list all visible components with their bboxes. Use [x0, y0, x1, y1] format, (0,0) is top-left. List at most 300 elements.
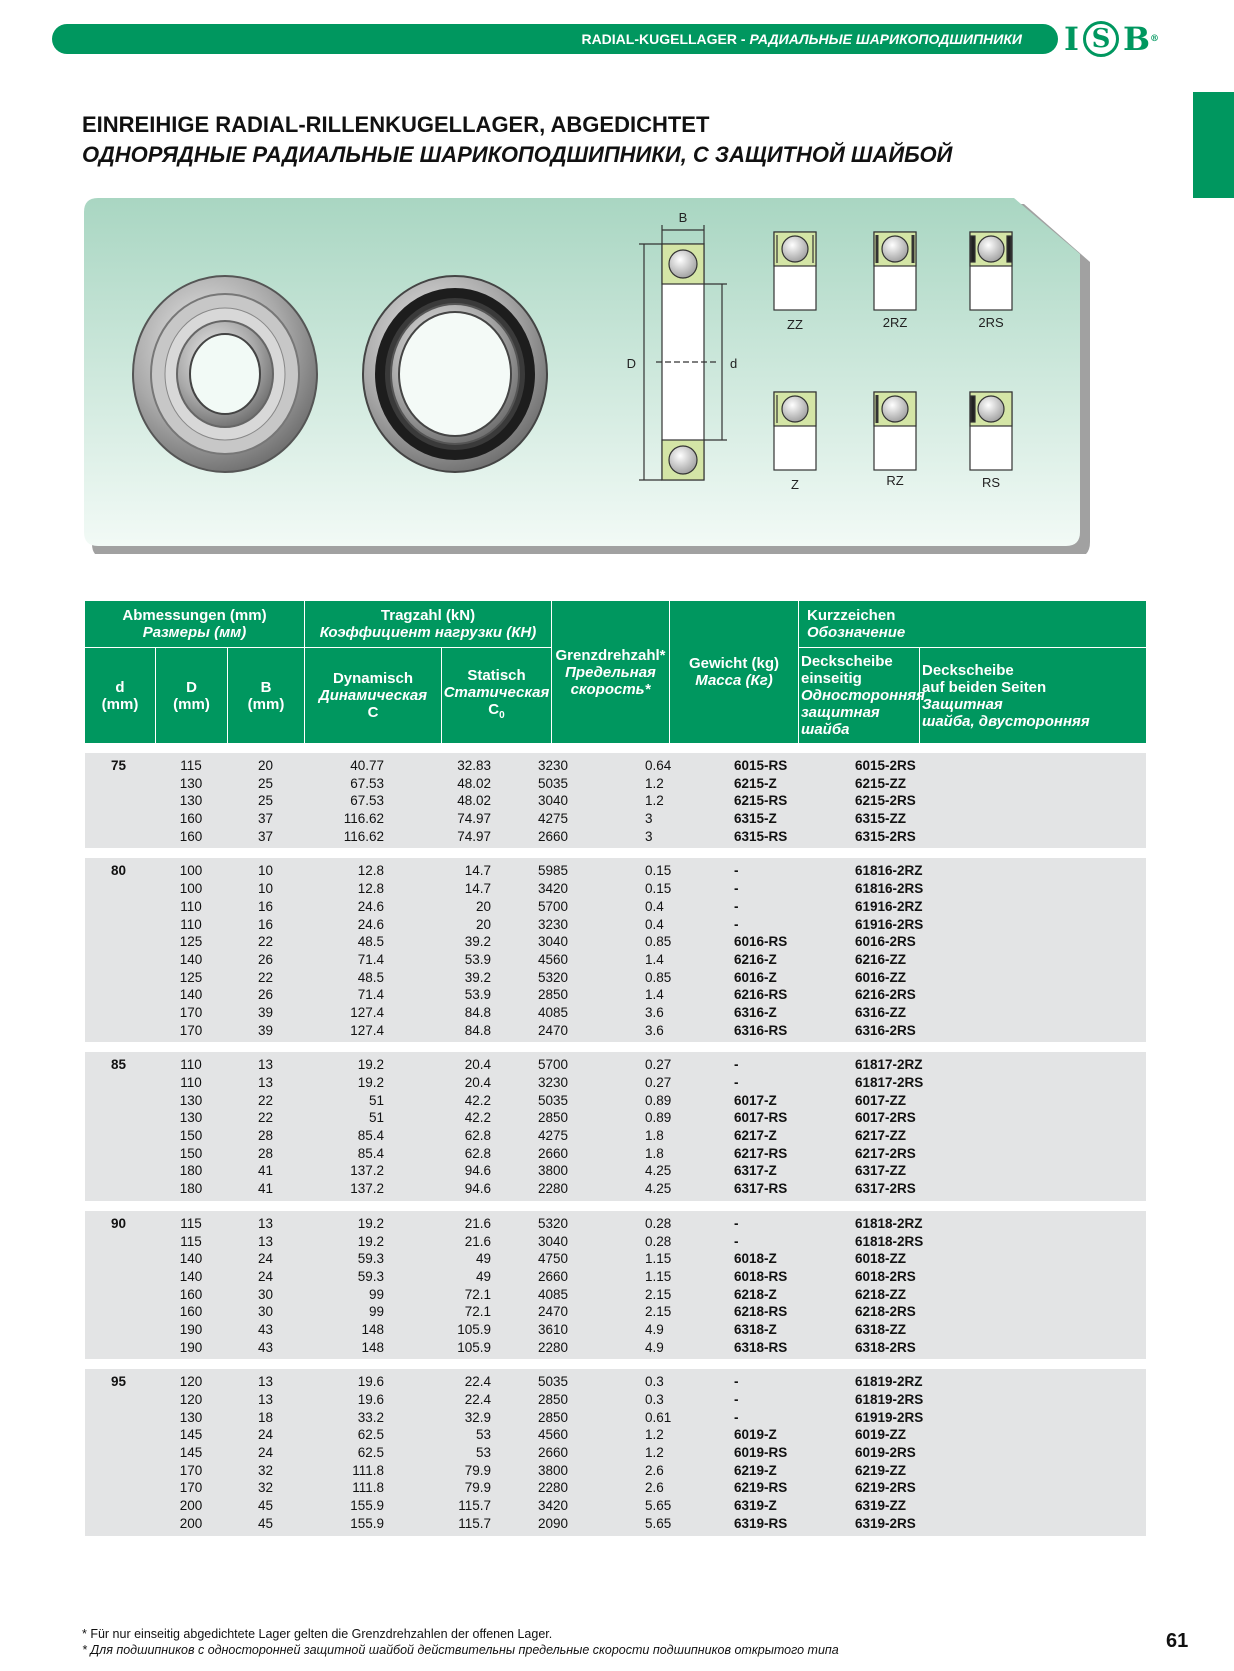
cell-outer-diameter: 130 [179, 1110, 203, 1126]
header-dimensions [85, 601, 304, 647]
header-both-sides-de-2: auf beiden Seiten [922, 678, 1047, 696]
cell-static-load: 94.6 [464, 1181, 491, 1197]
header-weight [670, 601, 798, 743]
cell-code-one-side: 6219-RS [734, 1480, 788, 1496]
cell-weight: 0.89 [645, 1092, 672, 1108]
cell-dynamic-load: 85.4 [357, 1128, 384, 1144]
cell-static-load: 48.02 [457, 775, 491, 791]
cell-width: 13 [257, 1057, 274, 1073]
cell-static-load: 20 [475, 898, 491, 914]
cell-dynamic-load: 19.6 [357, 1392, 384, 1407]
cell-outer-diameter: 170 [179, 1022, 203, 1038]
page-number: 61 [1166, 1630, 1189, 1652]
cell-weight: 5.65 [645, 1515, 672, 1531]
cell-dynamic-load: 137.2 [350, 1163, 384, 1179]
cell-code-one-side: 6315-Z [734, 811, 777, 827]
cell-bore [85, 951, 155, 969]
cell-outer-diameter: 190 [179, 1339, 203, 1355]
table-row [85, 1373, 1146, 1391]
cell-code-one-side: - [734, 1057, 739, 1073]
cell-static-load: 53 [475, 1427, 491, 1443]
cell-bore [85, 1286, 155, 1304]
cell-code-one-side: - [734, 898, 739, 914]
cell-bore [85, 1074, 155, 1092]
cell-dynamic-load: 40.77 [350, 758, 384, 773]
cell-speed-limit: 4085 [537, 1286, 569, 1302]
cell-code-one-side: - [734, 1233, 739, 1249]
type-label-2rs: 2RS [978, 315, 1004, 330]
cell-dynamic-load: 48.5 [357, 934, 384, 950]
cell-code-one-side: 6215-RS [734, 793, 788, 809]
header-code-de: Kurzzeichen [807, 607, 896, 624]
bore-group [85, 1052, 1146, 1201]
cell-bore [85, 1497, 155, 1515]
cell-dynamic-load: 51 [368, 1092, 384, 1108]
cell-static-load: 79.9 [464, 1462, 491, 1478]
header-static [442, 648, 551, 743]
cell-code-both-sides: 6216-2RS [855, 987, 916, 1003]
table-row [85, 1479, 1146, 1497]
table-row [85, 1056, 1146, 1074]
cell-width: 22 [257, 1092, 274, 1108]
cell-static-load: 22.4 [464, 1392, 491, 1407]
cell-code-one-side: - [734, 1374, 739, 1390]
cell-dynamic-load: 67.53 [350, 793, 384, 809]
header-both-sides [920, 648, 1146, 743]
cell-speed-limit: 2850 [537, 987, 569, 1003]
cell-outer-diameter: 100 [179, 863, 203, 879]
cell-dynamic-load: 19.2 [357, 1075, 384, 1090]
cell-static-load: 42.2 [464, 1110, 491, 1126]
cell-speed-limit: 4275 [537, 811, 569, 827]
cell-code-one-side: 6016-RS [734, 934, 788, 950]
cell-dynamic-load: 19.2 [357, 1057, 384, 1073]
header-d [85, 648, 155, 743]
cell-code-one-side: - [734, 863, 739, 879]
cell-width: 43 [257, 1321, 274, 1337]
cell-bore [85, 1145, 155, 1163]
cell-width: 24 [257, 1427, 274, 1443]
cell-weight: 1.2 [645, 775, 664, 791]
table-row [85, 792, 1146, 810]
cell-width: 24 [257, 1251, 274, 1267]
logo-letter-b: B [1122, 20, 1151, 58]
cell-static-load: 84.8 [464, 1004, 491, 1020]
cell-outer-diameter: 145 [179, 1445, 203, 1461]
cell-code-both-sides: 6315-ZZ [855, 811, 907, 827]
header-speed-ru-2: скорость* [570, 680, 651, 698]
cell-static-load: 20.4 [464, 1057, 491, 1073]
cell-speed-limit: 5700 [537, 1057, 569, 1073]
cell-width: 20 [257, 758, 274, 773]
cell-dynamic-load: 111.8 [352, 1462, 384, 1478]
cell-speed-limit: 4560 [537, 951, 569, 967]
cell-code-both-sides: 6016-ZZ [855, 969, 907, 985]
cell-bore [85, 1339, 155, 1357]
cell-static-load: 53 [475, 1445, 491, 1461]
cell-speed-limit: 2850 [537, 1392, 569, 1407]
cell-dynamic-load: 59.3 [357, 1268, 384, 1284]
header-one-side-de-2: einseitig [801, 670, 862, 687]
bore-group [85, 858, 1146, 1042]
cell-static-load: 20 [475, 916, 491, 932]
cell-width: 41 [257, 1181, 274, 1197]
cell-outer-diameter: 160 [179, 1304, 203, 1320]
cell-width: 37 [257, 811, 274, 827]
cell-width: 37 [257, 828, 274, 844]
cell-dynamic-load: 33.2 [357, 1409, 384, 1425]
cell-speed-limit: 3610 [537, 1321, 569, 1337]
cell-code-both-sides: 6316-ZZ [855, 1004, 907, 1020]
cell-bore: 95 [111, 1374, 127, 1390]
cell-static-load: 39.2 [464, 934, 491, 950]
cell-static-load: 42.2 [464, 1092, 491, 1108]
type-label-z: Z [791, 477, 799, 492]
cell-dynamic-load: 148 [361, 1339, 384, 1355]
cell-weight: 1.2 [645, 793, 664, 809]
cell-bore [85, 775, 155, 793]
cell-width: 26 [257, 987, 274, 1003]
cell-bore [85, 1233, 155, 1251]
cell-code-one-side: 6319-RS [734, 1515, 788, 1531]
cell-width: 30 [257, 1304, 274, 1320]
cell-width: 45 [257, 1498, 274, 1514]
cell-speed-limit: 2850 [537, 1409, 569, 1425]
table-row [85, 1250, 1146, 1268]
cell-code-both-sides: 6219-ZZ [855, 1462, 907, 1478]
cell-code-both-sides: 61816-2RS [855, 881, 924, 897]
cell-speed-limit: 5320 [537, 1215, 569, 1231]
cell-weight: 3 [645, 828, 653, 844]
cell-outer-diameter: 140 [179, 1268, 203, 1284]
cell-width: 13 [257, 1374, 274, 1390]
sealed-bearing-photo [363, 276, 547, 472]
cell-dynamic-load: 116.62 [343, 811, 384, 827]
cell-code-both-sides: 61819-2RS [855, 1392, 924, 1407]
cell-code-both-sides: 6215-2RS [855, 793, 916, 809]
cell-code-one-side: 6216-RS [734, 987, 788, 1003]
header-one-side [799, 648, 925, 743]
cell-code-both-sides: 61916-2RZ [855, 898, 923, 914]
cell-weight: 1.4 [645, 951, 664, 967]
cell-outer-diameter: 190 [179, 1321, 203, 1337]
header-outer-d-symbol: D [186, 678, 197, 696]
cell-width: 22 [257, 934, 274, 950]
cell-bore [85, 1409, 155, 1427]
cell-static-load: 72.1 [464, 1286, 491, 1302]
header-weight-ru: Масса (Кг) [695, 672, 773, 689]
cell-code-both-sides: 6018-2RS [855, 1268, 916, 1284]
cell-code-one-side: - [734, 1215, 739, 1231]
table-row [85, 1321, 1146, 1339]
cell-code-both-sides: 6019-ZZ [855, 1427, 907, 1443]
cell-dynamic-load: 24.6 [357, 916, 384, 932]
cell-weight: 1.8 [645, 1128, 664, 1144]
cell-speed-limit: 2280 [537, 1339, 569, 1355]
header-width-symbol: B [260, 678, 272, 696]
header-one-side-de-1: Deckscheibe [801, 653, 893, 670]
cell-bore [85, 898, 155, 916]
cell-outer-diameter: 120 [179, 1374, 203, 1390]
cell-code-one-side: 6017-Z [734, 1092, 777, 1108]
cell-dynamic-load: 19.2 [357, 1215, 384, 1231]
banner-text-de: RADIAL-KUGELLAGER - [581, 31, 750, 47]
table-row [85, 880, 1146, 898]
cell-outer-diameter: 110 [180, 898, 202, 914]
cell-static-load: 115.7 [458, 1515, 491, 1531]
cell-static-load: 74.97 [457, 828, 491, 844]
cell-code-one-side: 6019-Z [734, 1427, 777, 1443]
cell-weight: 0.85 [645, 934, 672, 950]
cell-width: 18 [257, 1409, 274, 1425]
cell-code-both-sides: 6218-2RS [855, 1304, 916, 1320]
cell-static-load: 115.7 [458, 1498, 491, 1514]
header-d-symbol: d [115, 678, 125, 696]
footnote-de: * Für nur einseitig abgedichtete Lager gelten die Grenzdrehzahlen der offenen Lager. [82, 1627, 553, 1641]
cell-dynamic-load: 48.5 [357, 969, 384, 985]
cell-code-one-side: 6315-RS [734, 828, 788, 844]
cell-width: 25 [257, 775, 274, 791]
cell-weight: 0.27 [645, 1057, 672, 1073]
bore-group [85, 1211, 1146, 1360]
table-row [85, 775, 1146, 793]
cell-outer-diameter: 170 [179, 1004, 203, 1020]
cell-code-one-side: 6019-RS [734, 1445, 788, 1461]
dim-label-B: B [678, 210, 688, 225]
cell-code-both-sides: 61818-2RS [855, 1233, 924, 1249]
logo-letter-s: S [1083, 21, 1119, 57]
cell-static-load: 105.9 [457, 1321, 491, 1337]
cell-outer-diameter: 160 [179, 828, 203, 844]
cell-weight: 0.3 [645, 1374, 664, 1390]
table-row [85, 1303, 1146, 1321]
cell-static-load: 53.9 [464, 987, 491, 1003]
cell-bore [85, 828, 155, 846]
cell-code-both-sides: 6019-2RS [855, 1445, 916, 1461]
header-dimensions-ru: Размеры (мм) [142, 624, 247, 641]
cell-bore [85, 1162, 155, 1180]
cell-outer-diameter: 150 [179, 1145, 203, 1161]
cell-dynamic-load: 137.2 [350, 1181, 384, 1197]
chapter-side-tab [1193, 92, 1234, 198]
cell-speed-limit: 2660 [537, 1445, 569, 1461]
cell-speed-limit: 2660 [537, 1268, 569, 1284]
header-code-ru: Обозначение [807, 624, 906, 641]
table-row [85, 1004, 1146, 1022]
cell-width: 24 [257, 1268, 274, 1284]
cell-dynamic-load: 24.6 [357, 898, 384, 914]
cell-speed-limit: 3230 [537, 758, 569, 773]
cell-static-load: 20.4 [464, 1075, 491, 1090]
cell-speed-limit: 2470 [537, 1022, 569, 1038]
cell-outer-diameter: 115 [180, 1215, 202, 1231]
cell-code-one-side: 6316-Z [734, 1004, 777, 1020]
cell-width: 13 [257, 1215, 274, 1231]
footnote-ru: * Для подшипников с односторонней защитной шайбой действительны предельные скорости подшипников открытого типа [82, 1643, 839, 1657]
cell-outer-diameter: 140 [179, 1251, 203, 1267]
cell-code-both-sides: 61816-2RZ [855, 863, 923, 879]
cell-speed-limit: 3230 [537, 916, 569, 932]
table-row [85, 1515, 1146, 1533]
cell-code-both-sides: 61818-2RZ [855, 1215, 923, 1231]
logo-registered: ® [1150, 34, 1160, 44]
header-dynamic [305, 648, 441, 743]
cell-width: 16 [257, 898, 274, 914]
section-banner [52, 24, 1058, 54]
cell-width: 39 [257, 1022, 274, 1038]
cell-code-both-sides: 6216-ZZ [855, 951, 907, 967]
cell-static-load: 53.9 [464, 951, 491, 967]
cell-code-both-sides: 61916-2RS [855, 916, 924, 932]
header-code [799, 601, 1146, 647]
cell-code-both-sides: 61919-2RS [855, 1409, 924, 1425]
cell-weight: 2.6 [645, 1480, 664, 1496]
cell-speed-limit: 2280 [537, 1480, 569, 1496]
cell-outer-diameter: 160 [179, 811, 203, 827]
header-outer-d [156, 648, 227, 743]
cell-code-both-sides: 6316-2RS [855, 1022, 916, 1038]
cell-outer-diameter: 115 [180, 758, 202, 773]
cell-static-load: 14.7 [464, 881, 491, 897]
cell-width: 26 [257, 951, 274, 967]
cell-static-load: 32.83 [457, 758, 491, 773]
logo-letter-i: I [1064, 20, 1079, 58]
cell-width: 41 [257, 1163, 274, 1179]
cell-width: 39 [257, 1004, 274, 1020]
cell-bore [85, 1109, 155, 1127]
cell-speed-limit: 4275 [537, 1128, 569, 1144]
table-header [85, 601, 1146, 743]
cell-width: 24 [257, 1445, 274, 1461]
isb-logo [1064, 20, 1188, 58]
header-dimensions-de: Abmessungen (mm) [122, 607, 267, 624]
cell-speed-limit: 2660 [537, 1145, 569, 1161]
cell-bore [85, 933, 155, 951]
header-static-symbol [488, 701, 504, 724]
cell-code-both-sides: 6217-ZZ [855, 1128, 907, 1144]
cell-bore [85, 1180, 155, 1198]
cell-width: 10 [257, 881, 274, 897]
header-static-ru: Статическая [443, 684, 550, 701]
cell-static-load: 49 [475, 1251, 491, 1267]
cell-speed-limit: 4560 [537, 1427, 569, 1443]
cell-static-load: 22.4 [464, 1374, 491, 1390]
header-static-de: Statisch [467, 667, 526, 684]
cell-bore [85, 1004, 155, 1022]
cell-code-both-sides: 6219-2RS [855, 1480, 916, 1496]
table-row [85, 1109, 1146, 1127]
cell-weight: 3.6 [645, 1022, 664, 1038]
header-load [305, 601, 551, 647]
bore-group [85, 1369, 1146, 1535]
cell-code-both-sides: 6315-2RS [855, 828, 916, 844]
table-row [85, 1268, 1146, 1286]
cell-weight: 1.2 [645, 1445, 664, 1461]
table-row [85, 1127, 1146, 1145]
cell-outer-diameter: 110 [180, 1057, 202, 1073]
cell-code-both-sides: 6318-2RS [855, 1339, 916, 1355]
header-one-side-ru-1: Односторонняя [801, 687, 925, 704]
cell-static-load: 21.6 [464, 1233, 491, 1249]
cell-bore: 80 [111, 863, 127, 879]
cell-bore [85, 916, 155, 934]
cell-outer-diameter: 145 [179, 1427, 203, 1443]
cell-code-one-side: 6318-Z [734, 1321, 777, 1337]
table-row [85, 933, 1146, 951]
cell-code-both-sides: 61817-2RZ [855, 1057, 923, 1073]
cell-dynamic-load: 71.4 [357, 987, 384, 1003]
cell-static-load: 72.1 [464, 1304, 491, 1320]
table-row [85, 810, 1146, 828]
bore-group [85, 753, 1146, 848]
header-load-ru: Коэффициент нагрузки (КН) [319, 624, 537, 641]
table-row [85, 1497, 1146, 1515]
table-row [85, 1391, 1146, 1409]
cell-width: 16 [257, 916, 274, 932]
cell-code-one-side: 6215-Z [734, 775, 777, 791]
cell-weight: 0.85 [645, 969, 672, 985]
cell-weight: 0.64 [645, 758, 672, 773]
cell-static-load: 32.9 [464, 1409, 491, 1425]
cell-weight: 1.15 [645, 1251, 672, 1267]
cell-static-load: 94.6 [464, 1163, 491, 1179]
cell-weight: 0.28 [645, 1233, 672, 1249]
cell-width: 30 [257, 1286, 274, 1302]
cell-width: 32 [257, 1480, 274, 1496]
cell-bore [85, 1268, 155, 1286]
cell-outer-diameter: 110 [180, 1075, 202, 1090]
cell-bore [85, 1303, 155, 1321]
cell-dynamic-load: 62.5 [357, 1427, 384, 1443]
table-row [85, 951, 1146, 969]
table-row [85, 757, 1146, 775]
cell-weight: 5.65 [645, 1498, 672, 1514]
cell-bore [85, 1462, 155, 1480]
cell-dynamic-load: 155.9 [350, 1515, 384, 1531]
cell-outer-diameter: 130 [179, 1409, 203, 1425]
cell-code-one-side: - [734, 1392, 739, 1407]
cell-bore [85, 1479, 155, 1497]
cell-width: 22 [257, 1110, 274, 1126]
cell-bore [85, 969, 155, 987]
header-load-de: Tragzahl (kN) [380, 607, 476, 624]
cell-bore [85, 1022, 155, 1040]
cell-bore [85, 1426, 155, 1444]
cell-code-one-side: 6017-RS [734, 1110, 788, 1126]
header-both-sides-ru-1: Защитная [922, 695, 1003, 713]
cell-width: 45 [257, 1515, 274, 1531]
cell-code-both-sides: 6015-2RS [855, 758, 916, 773]
cell-static-load: 79.9 [464, 1480, 491, 1496]
cell-static-load: 49 [475, 1268, 491, 1284]
cell-static-load: 84.8 [464, 1022, 491, 1038]
cell-weight: 0.3 [645, 1392, 664, 1407]
header-width-unit: (mm) [247, 695, 285, 713]
header-both-sides-ru-2: шайба, двусторонняя [922, 712, 1090, 730]
cell-width: 13 [257, 1075, 274, 1090]
cell-speed-limit: 3420 [537, 881, 569, 897]
table-row [85, 1092, 1146, 1110]
cell-code-one-side: 6216-Z [734, 951, 777, 967]
cell-static-load: 14.7 [464, 863, 491, 879]
cell-dynamic-load: 99 [368, 1286, 384, 1302]
cell-dynamic-load: 148 [361, 1321, 384, 1337]
cell-dynamic-load: 85.4 [357, 1145, 384, 1161]
cell-code-both-sides: 6215-ZZ [855, 775, 907, 791]
cell-code-both-sides: 6217-2RS [855, 1145, 916, 1161]
header-both-sides-de-1: Deckscheibe [922, 661, 1014, 679]
table-row [85, 1444, 1146, 1462]
